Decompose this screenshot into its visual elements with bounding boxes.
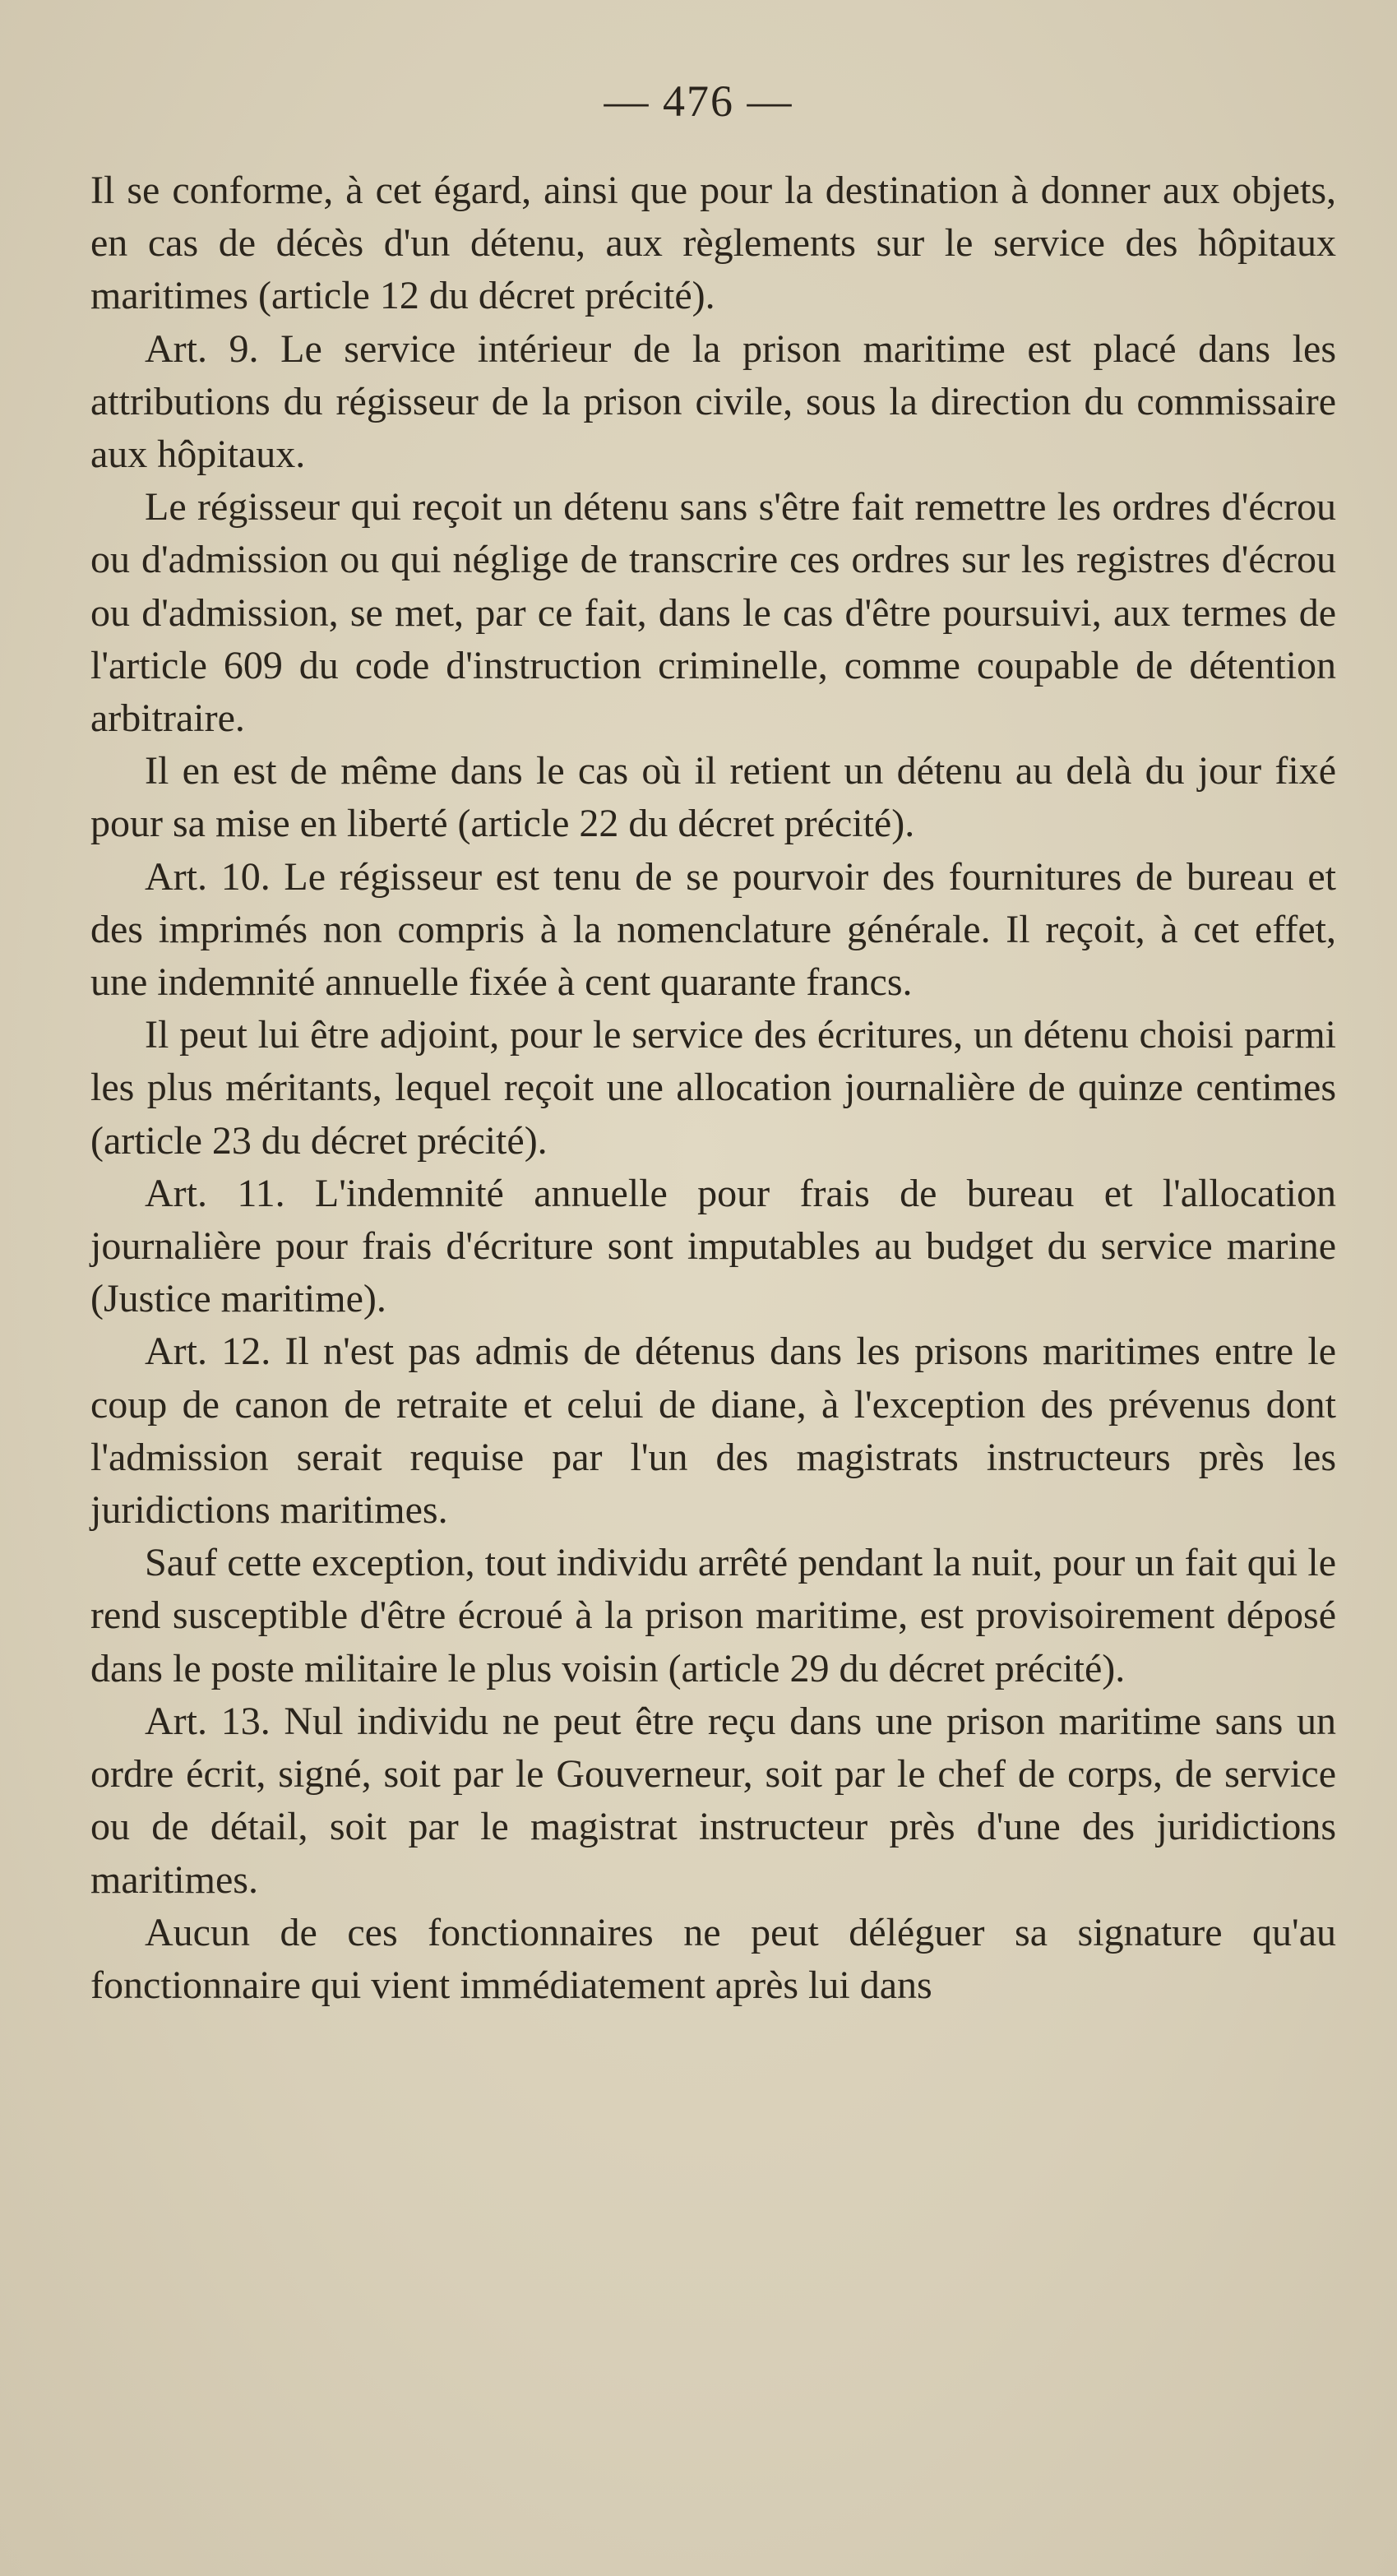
paragraph-art-13: Art. 13. Nul individu ne peut être reçu dans une prison maritime sans un ordre écrit, signé, soit par le Gouverneur, soit par le chef de corps, de service ou de détail, soit par le magistrat instructeur près d'une des juridictions maritimes.	[90, 1699, 1336, 1902]
paragraph: Il se conforme, à cet égard, ainsi que pour la destination à donner aux objets, en cas de décès d'un détenu, aux règlements sur le service des hôpitaux maritimes (article 12 du décret précité).	[90, 169, 1336, 318]
paragraph: Aucun de ces fonctionnaires ne peut déléguer sa signature qu'au fonctionnaire qui vient immédiatement après lui dans	[90, 1910, 1336, 2007]
paragraph-art-10: Art. 10. Le régisseur est tenu de se pourvoir des fournitures de bureau et des imprimés non compris à la nomenclature générale. Il reçoit, à cet effet, une indemnité annuelle fixée à cent quarante francs.	[90, 854, 1336, 1005]
body-text	[90, 164, 1336, 2012]
paragraph-art-12: Art. 12. Il n'est pas admis de détenus dans les prisons maritimes entre le coup de canon de retraite et celui de diane, à l'exception des prévenus dont l'admission serait requise par l'un des magistrats instructeurs près les juridictions maritimes.	[90, 1330, 1336, 1533]
paragraph: Le régisseur qui reçoit un détenu sans s'être fait remettre les ordres d'écrou ou d'admission ou qui néglige de transcrire ces ordres sur les registres d'écrou ou d'admission, se met, par ce fait, dans le cas d'être poursuivi, aux termes de l'article 609 du code d'instruction criminelle, comme coupable de détention arbitraire.	[90, 485, 1336, 741]
paragraph-art-9: Art. 9. Le service intérieur de la prison maritime est placé dans les attributions du régisseur de la prison civile, sous la direction du commissaire aux hôpitaux.	[90, 326, 1336, 477]
paragraph: Il en est de même dans le cas où il retient un détenu au delà du jour fixé pour sa mise en liberté (article 22 du décret précité).	[90, 749, 1336, 846]
page-number: — 476 —	[604, 76, 793, 126]
paragraph-art-11: Art. 11. L'indemnité annuelle pour frais de bureau et l'allocation journalière pour frais d'écriture sont imputables au budget du service marine (Justice maritime).	[90, 1171, 1336, 1321]
paragraph: Sauf cette exception, tout individu arrêté pendant la nuit, pour un fait qui le rend susceptible d'être écroué à la prison maritime, est provisoirement déposé dans le poste militaire le plus voisin (article 29 du décret précité).	[90, 1541, 1336, 1690]
paragraph: Il peut lui être adjoint, pour le service des écritures, un détenu choisi parmi les plus méritants, lequel reçoit une allocation journalière de quinze centimes (article 23 du décret précité).	[90, 1013, 1336, 1163]
